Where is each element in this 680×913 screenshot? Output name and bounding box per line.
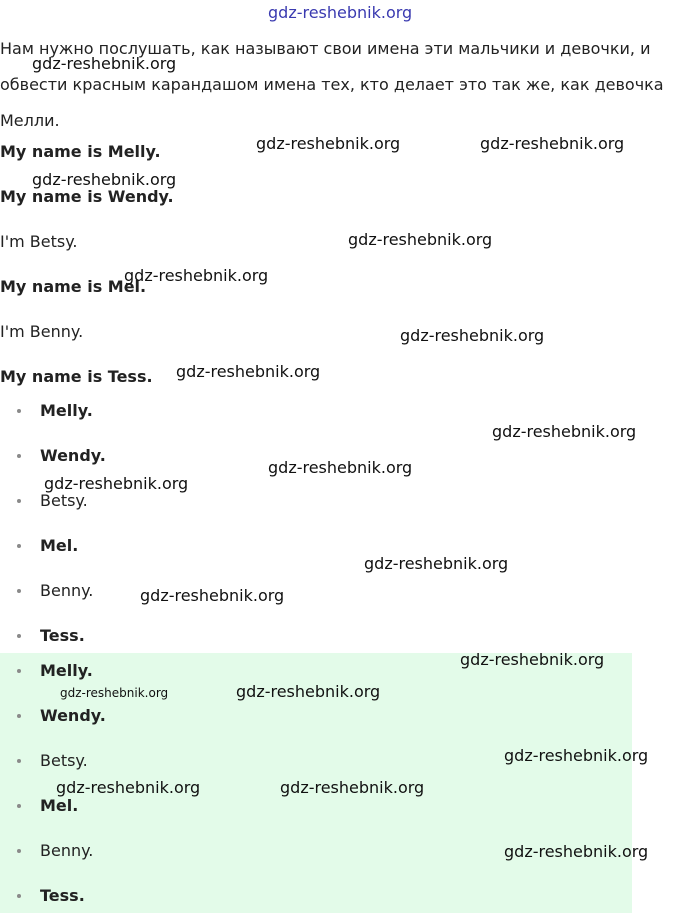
list-item: Wendy. — [40, 446, 106, 465]
list-bullet — [17, 669, 21, 673]
statement-line: I'm Benny. — [0, 322, 84, 341]
instruction-paragraph: Нам нужно послушать, как называют свои имена эти мальчики и девочки, и обвести красным карандашом имена тех, кто делает это так же, как девочка Мелли. — [0, 39, 664, 130]
watermark: gdz-reshebnik.org — [480, 134, 625, 153]
watermark: gdz-reshebnik.org — [504, 842, 649, 861]
watermark: gdz-reshebnik.org — [140, 586, 285, 605]
list-item: Benny. — [40, 841, 94, 860]
watermark: gdz-reshebnik.org — [44, 474, 189, 493]
list-item: Benny. — [40, 581, 94, 600]
list-bullet — [17, 454, 21, 458]
list-bullet — [17, 499, 21, 503]
list-item: Melly. — [40, 401, 93, 420]
list-bullet — [17, 894, 21, 898]
statement-line: My name is Tess. — [0, 367, 153, 386]
list-item: Tess. — [40, 626, 85, 645]
list-item: Melly. — [40, 661, 93, 680]
watermark: gdz-reshebnik.org — [268, 458, 413, 477]
statement-line: I'm Betsy. — [0, 232, 78, 251]
list-bullet — [17, 544, 21, 548]
watermark: gdz-reshebnik.org — [56, 778, 201, 797]
list-bullet — [17, 714, 21, 718]
watermark: gdz-reshebnik.org — [176, 362, 321, 381]
watermark: gdz-reshebnik.org — [348, 230, 493, 249]
list-item: Wendy. — [40, 706, 106, 725]
list-item: Betsy. — [40, 491, 88, 510]
list-bullet — [17, 804, 21, 808]
watermark: gdz-reshebnik.org — [400, 326, 545, 345]
watermark: gdz-reshebnik.org — [32, 170, 177, 189]
list-item: Tess. — [40, 886, 85, 905]
list-bullet — [17, 589, 21, 593]
list-item: Mel. — [40, 796, 79, 815]
statement-line: My name is Mel. — [0, 277, 147, 296]
list-bullet — [17, 409, 21, 413]
list-item: Mel. — [40, 536, 79, 555]
list-bullet — [17, 634, 21, 638]
watermark: gdz-reshebnik.org — [460, 650, 605, 669]
statement-line: My name is Wendy. — [0, 187, 174, 206]
statement-line: My name is Melly. — [0, 142, 161, 161]
watermark: gdz-reshebnik.org — [364, 554, 509, 573]
watermark: gdz-reshebnik.org — [124, 266, 269, 285]
list-item: Betsy. — [40, 751, 88, 770]
watermark: gdz-reshebnik.org — [280, 778, 425, 797]
watermark: gdz-reshebnik.org — [60, 686, 169, 700]
watermark: gdz-reshebnik.org — [256, 134, 401, 153]
watermark-top: gdz-reshebnik.org — [268, 3, 413, 22]
watermark: gdz-reshebnik.org — [492, 422, 637, 441]
list-bullet — [17, 849, 21, 853]
watermark: gdz-reshebnik.org — [236, 682, 381, 701]
watermark: gdz-reshebnik.org — [32, 54, 177, 73]
list-bullet — [17, 759, 21, 763]
watermark: gdz-reshebnik.org — [504, 746, 649, 765]
